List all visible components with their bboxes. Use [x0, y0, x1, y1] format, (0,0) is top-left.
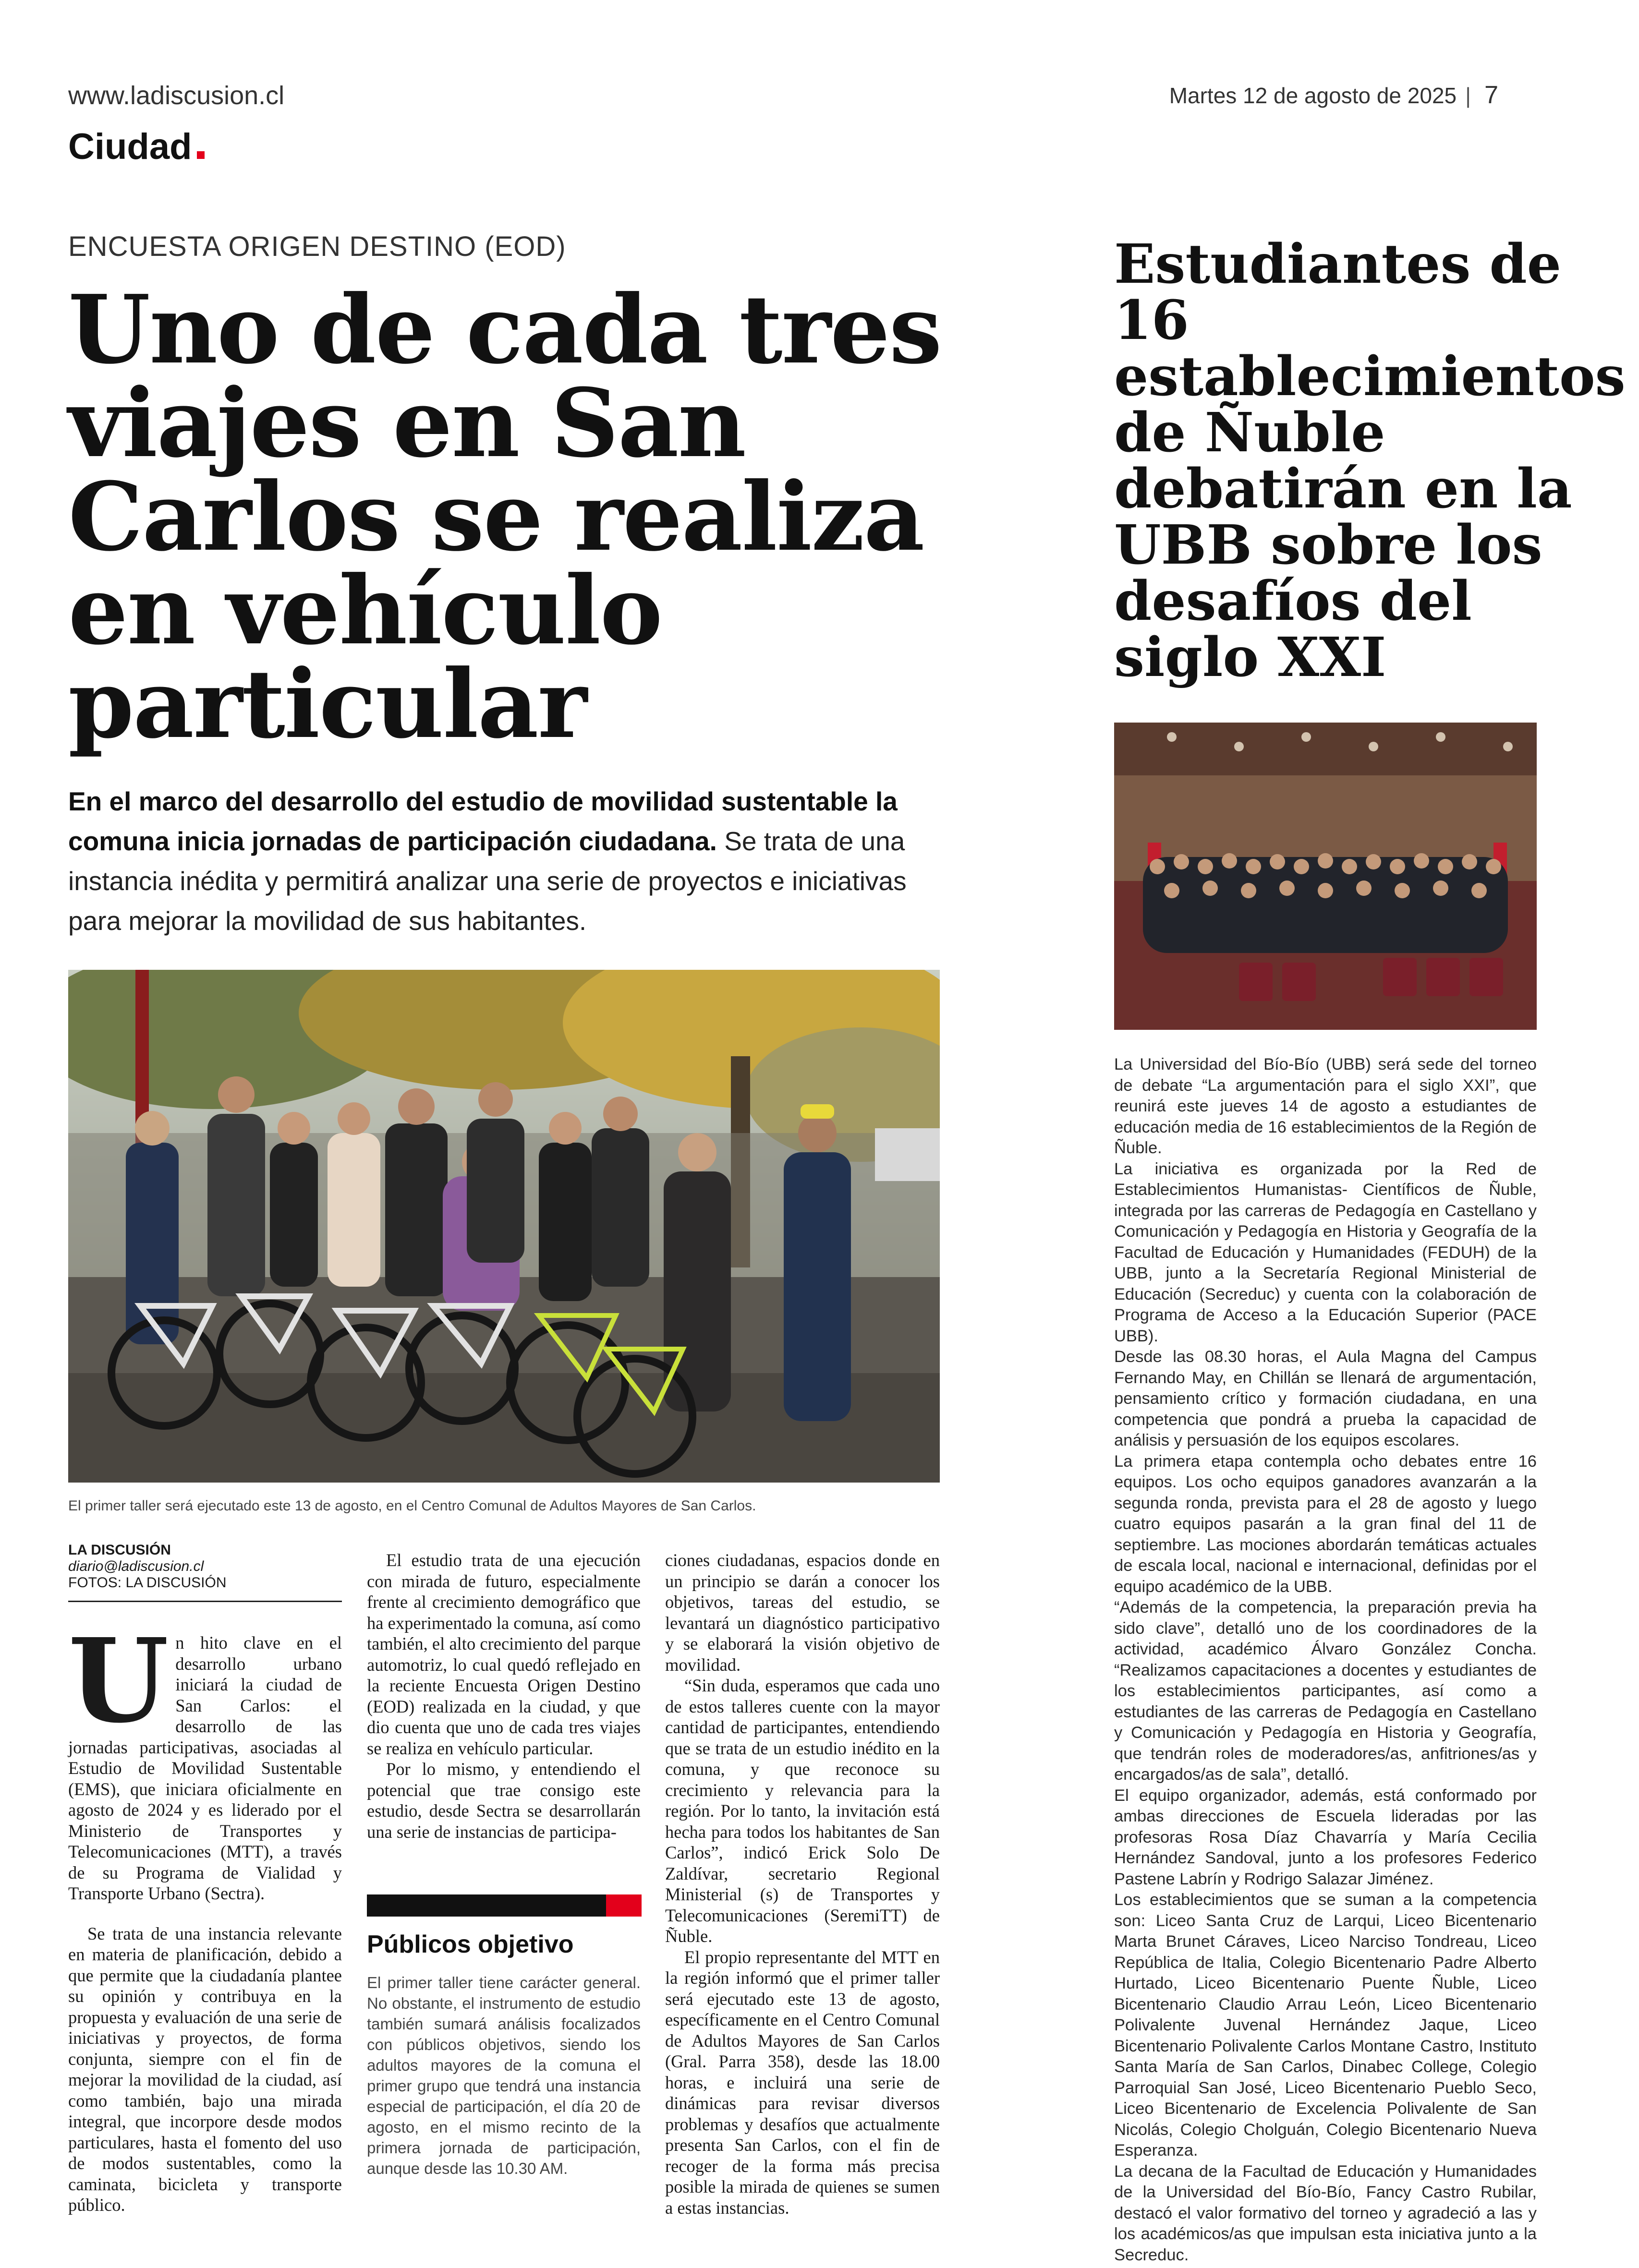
- date-separator: |: [1465, 83, 1471, 108]
- side-article-headline: Estudiantes de 16 establecimientos de Ñuble debatirán en la UBB sobre los desafíos del siglo XXI: [1114, 233, 1626, 689]
- col3-paragraph-3: El propio representante del MTT en la región informó que el primer taller será ejecutado este 13 de agosto, específicamente en el Centro Comunal de Adultos Mayores de San Carlos (Gral. Parra 358), desde las 18.00 horas, e incluirá una serie de dinámicas para revisar diversos problemas y desafíos que actualmente presenta San Carlos, con el fin de recoger de la forma más precisa posible la mirada de quienes se sumen a estas instancias.: [665, 1947, 940, 2218]
- lede-rest: Se trata de una instancia inédita y permitirá analizar una serie de proyectos e iniciativas para mejorar la movilidad de sus habitantes.: [68, 826, 907, 936]
- article-photo-cyclists: [68, 970, 940, 1483]
- side-paragraph-8: La decana de la Facultad de Educación y Humanidades de la Universidad del Bío-Bío, Fancy Castro Rubilar, destacó el valor formativo del torneo y agradeció a las y los académicos/as que impulsan esta iniciativa junto a la Secreduc.: [1114, 2162, 1537, 2264]
- side-article-body: [1114, 1054, 1537, 2266]
- article-column-1: [68, 1613, 342, 2216]
- col1-paragraph-1: n hito clave en el desarrollo urbano iniciará la ciudad de San Carlos: el desarrollo de las jornadas participativas, asociadas al Estudio de Movilidad Sustentable (EMS), que iniciara oficialmente en agosto de 2024 y es liderado por el Ministerio de Transportes y Telecomunicaciones (MTT), a través de su Programa de Vialidad y Transporte Urbano (Sectra).: [68, 1633, 342, 1903]
- side-article-photo-group: [1114, 723, 1537, 1030]
- col1-paragraph-2: Se trata de una instancia relevante en materia de planificación, debido a que permite que la ciudadanía plantee su opinión y contribuya en la propuesta y evaluación de una serie de iniciativas y proyectos, de forma conjunta, siempre con el fin de mejorar la movilidad de la ciudad, así como también, bajo una mirada integral, que incorpore desde modos particulares, hasta el fomento del uso de modos sustentables, como la caminata, bicicleta y transporte público.: [68, 1923, 342, 2215]
- date-line: [1162, 81, 1498, 109]
- section-dot-icon: [197, 151, 205, 159]
- subhead-bar-black: [367, 1894, 606, 1917]
- col2-paragraph-2: Por lo mismo, y entendiendo el potencial que trae consigo este estudio, desde Sectra se desarrollarán una serie de instancias de participa-: [367, 1759, 641, 1842]
- article-headline: Uno de cada tres viajes en San Carlos se realiza en vehículo particular: [68, 275, 941, 760]
- section-label: Ciudad: [68, 126, 192, 167]
- col2-paragraph-1: El estudio trata de una ejecución con mirada de futuro, especialmente frente al crecimiento demográfico que ha experimentado la comuna, así como también, el alto crecimiento del parque automotriz, lo cual quedó reflejado en la reciente Encuesta Origen Destino (EOD) realizada en la ciudad, y que dio cuenta que uno de cada tres viajes se realiza en vehículo particular.: [367, 1550, 641, 1758]
- group-photo-illustration: [1114, 723, 1537, 1030]
- side-paragraph-1: La Universidad del Bío-Bío (UBB) será sede del torneo de debate “La argumentación para el siglo XXI”, que reunirá este jueves 14 de agosto a estudiantes de educación media de 16 establecimientos de la Región de Ñuble.: [1114, 1055, 1537, 1157]
- side-paragraph-7: Los establecimientos que se suman a la competencia son: Liceo Santa Cruz de Larqui, Liceo Bicentenario Marta Brunet Cáraves, Liceo Narciso Tondreau, Liceo República de Italia, Colegio Bicentenario Padre Alberto Hurtado, Liceo Bicentenario Puente Ñuble, Liceo Bicentenario Claudio Arrau León, Liceo Bicentenario Polivalente Juvenal Hernández Jaque, Liceo Bicentenario Polivalente Carlos Montane Castro, Instituto Santa María de San Carlos, Dinabec College, Colegio Parroquial San José, Liceo Bicentenario Pueblo Seco, Liceo Bicentenario de Excelencia Polivalente de San Nicolás, Colegio Cholguán, Colegio Bicentenario Nueva Esperanza.: [1114, 1891, 1537, 2159]
- drop-cap: U: [68, 1613, 169, 1749]
- byline-photos: FOTOS: LA DISCUSIÓN: [68, 1575, 227, 1591]
- col3-paragraph-1: ciones ciudadanas, espacios donde en un principio se darán a conocer los objetivos, tareas del estudio, se levantará un diagnóstico participativo y se elaborará la visión objetivo de movilidad.: [665, 1550, 940, 1675]
- byline-email[interactable]: diario@ladiscusion.cl: [68, 1558, 204, 1574]
- side-paragraph-5: “Además de la competencia, la preparación previa ha sido clave”, detalló uno de los coordinadores de la actividad, académico Álvaro González Concha. “Realizamos capacitaciones a docentes y estudiantes de los establecimientos participantes, así como a estudiantes de las carreras de Pedagogía en Castellano y Comunicación y Pedagogía en Historia y Geografía, que tendrán roles de moderadores/as, anfitriones/as y encargados/as de sala”, detalló.: [1114, 1598, 1537, 1784]
- side-paragraph-3: Desde las 08.30 horas, el Aula Magna del Campus Fernando May, en Chillán se llenará de argumentación, pensamiento crítico y formación ciudadana, en una competencia que pondrá a prueba la capacidad de análisis y persuasión de los equipos escolares.: [1114, 1348, 1537, 1449]
- col3-paragraph-2: “Sin duda, esperamos que cada uno de estos talleres cuente con la mayor cantidad de participantes, entendiendo que se trata de un estudio inédito en la comuna, y que reconoce su crecimiento y relevancia para la región. Por lo tanto, la invitación está hecha para todos los habitantes de San Carlos”, indicó Erick Solo De Zaldívar, secretario Regional Ministerial (s) de Transportes y Telecomunicaciones (SeremiTT) de Ñuble.: [665, 1676, 940, 1946]
- article-kicker: ENCUESTA ORIGEN DESTINO (EOD): [68, 231, 566, 262]
- side-paragraph-6: El equipo organizador, además, está conformado por ambas direcciones de Escuela lideradas por las profesoras Rosa Díaz Chavarría y María Cecilia Hernández Sandoval, junto a los profesores Federico Pastene Labrín y Rodrigo Salazar Jiménez.: [1114, 1786, 1537, 1888]
- site-url[interactable]: www.ladiscusion.cl: [68, 81, 285, 110]
- subhead-bar: [367, 1894, 642, 1917]
- article-subhead: Públicos objetivo: [367, 1930, 574, 1958]
- byline-name: LA DISCUSIÓN: [68, 1542, 171, 1558]
- article-column-3: [665, 1550, 940, 2218]
- article-lede: [68, 782, 947, 941]
- article-column-2: [367, 1550, 641, 1842]
- page-number: 7: [1484, 81, 1498, 109]
- side-paragraph-4: La primera etapa contempla ocho debates entre 16 equipos. Los ocho equipos ganadores avanzarán a la segunda ronda, prevista para el 28 de agosto y luego cuatro equipos pasarán a la gran final del 11 de septiembre. Las mociones abordarán temáticas actuales de escala local, nacional e internacional, definidas por el equipo académico de la UBB.: [1114, 1452, 1537, 1596]
- col2-paragraph-3: El primer taller tiene carácter general. No obstante, el instrumento de estudio también sumará análisis focalizados con públicos objetivos, siendo los adultos mayores de la comuna el primer grupo que tendrá una instancia especial de participación, el día 20 de agosto, en el mismo recinto de la primera jornada de participación, aunque desde las 10.30 AM.: [367, 1974, 641, 2177]
- section-title: [68, 126, 205, 168]
- photo-caption: El primer taller será ejecutado este 13 de agosto, en el Centro Comunal de Adultos Mayores de San Carlos.: [68, 1498, 756, 1514]
- subhead-bar-red: [606, 1894, 642, 1917]
- byline: [68, 1542, 342, 1602]
- side-paragraph-2: La iniciativa es organizada por la Red de Establecimientos Humanistas- Científicos de Ñuble, integrada por las carreras de Pedagogía en Castellano y Comunicación y Pedagogía en Historia y Geografía de la Facultad de Educación y Humanidades (FEDUH) de la UBB, junto a la Secretaría Regional Ministerial de Educación (Secreduc) y cuenta con la colaboración de Programa de Acceso a la Educación Superior (PACE UBB).: [1114, 1159, 1537, 1345]
- photo-illustration: [68, 970, 940, 1483]
- lede-bold: En el marco del desarrollo del estudio de movilidad sustentable la comuna inicia jornadas de participación ciudadana.: [68, 786, 898, 856]
- issue-date: Martes 12 de agosto de 2025: [1169, 83, 1457, 108]
